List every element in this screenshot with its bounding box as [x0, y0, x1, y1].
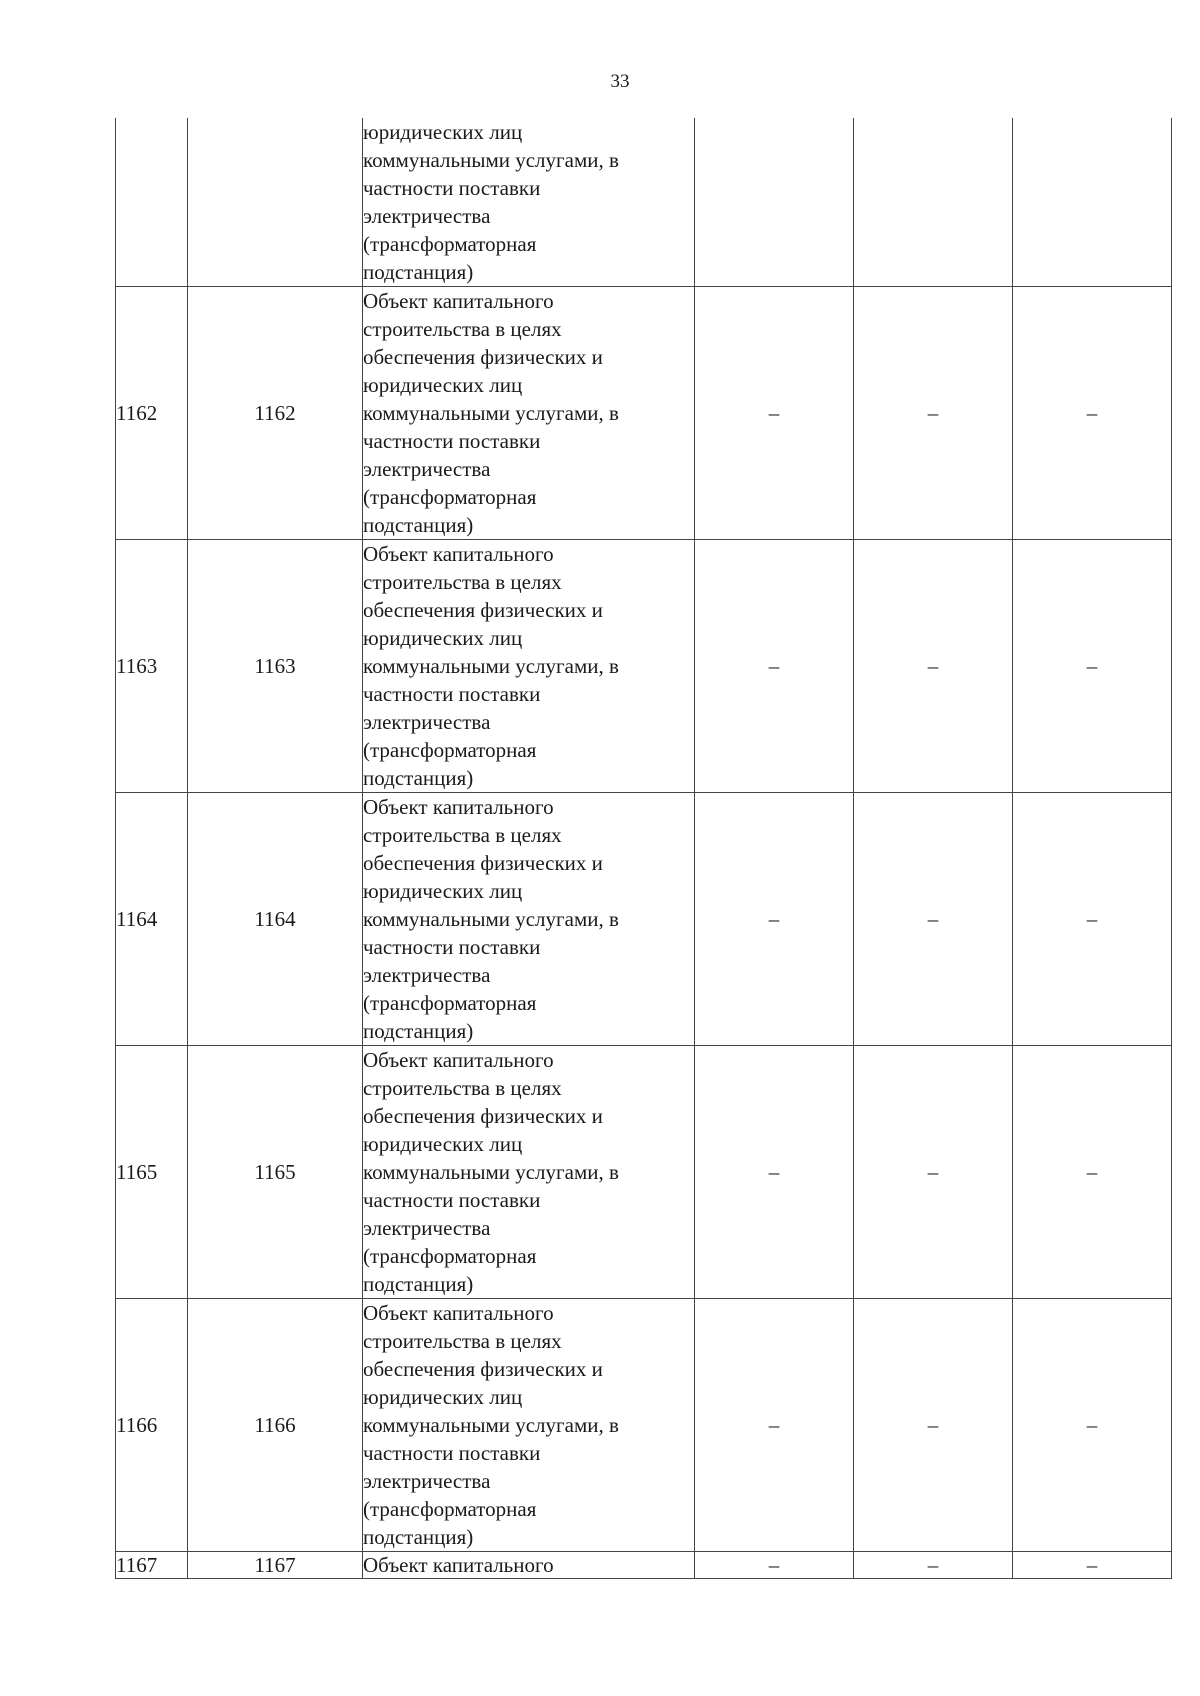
description-line: строительства в целях: [363, 1076, 562, 1100]
value-cell-6: –: [1013, 1552, 1172, 1579]
table-row: [116, 1552, 1172, 1579]
row-number-cell: 1163: [116, 540, 188, 793]
description-line: подстанция): [363, 1525, 474, 1549]
row-id-cell: 1163: [188, 540, 363, 793]
value-cell-4: [695, 118, 854, 287]
description-line: Объект капитального: [363, 795, 554, 819]
value-cell-6: [1013, 118, 1172, 287]
row-id-cell: 1167: [188, 1552, 363, 1579]
description-line: частности поставки: [363, 429, 541, 453]
value-cell-6: –: [1013, 1046, 1172, 1299]
description-line: строительства в целях: [363, 570, 562, 594]
object-description-cell: [363, 1046, 695, 1299]
description-line: электричества: [363, 457, 491, 481]
description-line: юридических лиц: [363, 373, 523, 397]
value-cell-4: –: [695, 793, 854, 1046]
register-table: [115, 118, 1172, 1579]
description-line: (трансформаторная: [363, 232, 537, 256]
description-line: частности поставки: [363, 1441, 541, 1465]
description-line: (трансформаторная: [363, 1497, 537, 1521]
description-line: коммунальными услугами, в: [363, 1413, 619, 1437]
value-cell-6: –: [1013, 1299, 1172, 1552]
description-line: электричества: [363, 204, 491, 228]
description-line: Объект капитального: [363, 1048, 554, 1072]
value-cell-6: –: [1013, 540, 1172, 793]
table-row: [116, 118, 1172, 287]
object-description-cell: [363, 287, 695, 540]
description-line: подстанция): [363, 1019, 474, 1043]
description-line: частности поставки: [363, 176, 541, 200]
value-cell-4: –: [695, 287, 854, 540]
object-description-cell: [363, 1299, 695, 1552]
value-cell-5: –: [854, 1046, 1013, 1299]
row-number-cell: 1166: [116, 1299, 188, 1552]
description-line: коммунальными услугами, в: [363, 401, 619, 425]
table-row: [116, 540, 1172, 793]
object-description-cell: [363, 540, 695, 793]
description-line: (трансформаторная: [363, 738, 537, 762]
description-line: Объект капитального: [363, 1553, 554, 1577]
row-id-cell: 1164: [188, 793, 363, 1046]
object-description-cell: [363, 118, 695, 287]
object-description-cell: [363, 793, 695, 1046]
value-cell-6: –: [1013, 793, 1172, 1046]
description-line: подстанция): [363, 260, 474, 284]
value-cell-4: –: [695, 1046, 854, 1299]
description-line: строительства в целях: [363, 317, 562, 341]
description-line: Объект капитального: [363, 1301, 554, 1325]
description-line: строительства в целях: [363, 823, 562, 847]
value-cell-5: –: [854, 540, 1013, 793]
row-id-cell: 1166: [188, 1299, 363, 1552]
description-line: коммунальными услугами, в: [363, 907, 619, 931]
description-line: (трансформаторная: [363, 485, 537, 509]
description-line: (трансформаторная: [363, 991, 537, 1015]
table-row: [116, 793, 1172, 1046]
row-number-cell: 1165: [116, 1046, 188, 1299]
description-line: Объект капитального: [363, 542, 554, 566]
description-line: строительства в целях: [363, 1329, 562, 1353]
description-line: коммунальными услугами, в: [363, 654, 619, 678]
table-row: [116, 287, 1172, 540]
page-number: 33: [610, 71, 630, 92]
description-line: (трансформаторная: [363, 1244, 537, 1268]
description-line: юридических лиц: [363, 1385, 523, 1409]
description-line: подстанция): [363, 513, 474, 537]
description-line: подстанция): [363, 766, 474, 790]
description-line: обеспечения физических и: [363, 345, 603, 369]
table-row: [116, 1046, 1172, 1299]
description-line: электричества: [363, 1216, 491, 1240]
object-description-cell: [363, 1552, 695, 1579]
description-line: электричества: [363, 963, 491, 987]
description-line: подстанция): [363, 1272, 474, 1296]
value-cell-5: –: [854, 1552, 1013, 1579]
description-line: обеспечения физических и: [363, 598, 603, 622]
row-number-cell: 1167: [116, 1552, 188, 1579]
row-id-cell: [188, 118, 363, 287]
description-line: юридических лиц: [363, 120, 523, 144]
description-line: Объект капитального: [363, 289, 554, 313]
value-cell-5: –: [854, 287, 1013, 540]
description-line: юридических лиц: [363, 626, 523, 650]
row-id-cell: 1162: [188, 287, 363, 540]
value-cell-5: –: [854, 1299, 1013, 1552]
description-line: юридических лиц: [363, 879, 523, 903]
table-row: [116, 1299, 1172, 1552]
description-line: электричества: [363, 1469, 491, 1493]
value-cell-4: –: [695, 540, 854, 793]
description-line: коммунальными услугами, в: [363, 148, 619, 172]
value-cell-4: –: [695, 1299, 854, 1552]
description-line: обеспечения физических и: [363, 1357, 603, 1381]
value-cell-6: –: [1013, 287, 1172, 540]
row-id-cell: 1165: [188, 1046, 363, 1299]
description-line: юридических лиц: [363, 1132, 523, 1156]
description-line: коммунальными услугами, в: [363, 1160, 619, 1184]
value-cell-5: [854, 118, 1013, 287]
row-number-cell: [116, 118, 188, 287]
description-line: электричества: [363, 710, 491, 734]
description-line: частности поставки: [363, 935, 541, 959]
value-cell-5: –: [854, 793, 1013, 1046]
row-number-cell: 1164: [116, 793, 188, 1046]
table-body: [116, 118, 1172, 1579]
description-line: частности поставки: [363, 1188, 541, 1212]
description-line: частности поставки: [363, 682, 541, 706]
value-cell-4: –: [695, 1552, 854, 1579]
description-line: обеспечения физических и: [363, 851, 603, 875]
description-line: обеспечения физических и: [363, 1104, 603, 1128]
row-number-cell: 1162: [116, 287, 188, 540]
